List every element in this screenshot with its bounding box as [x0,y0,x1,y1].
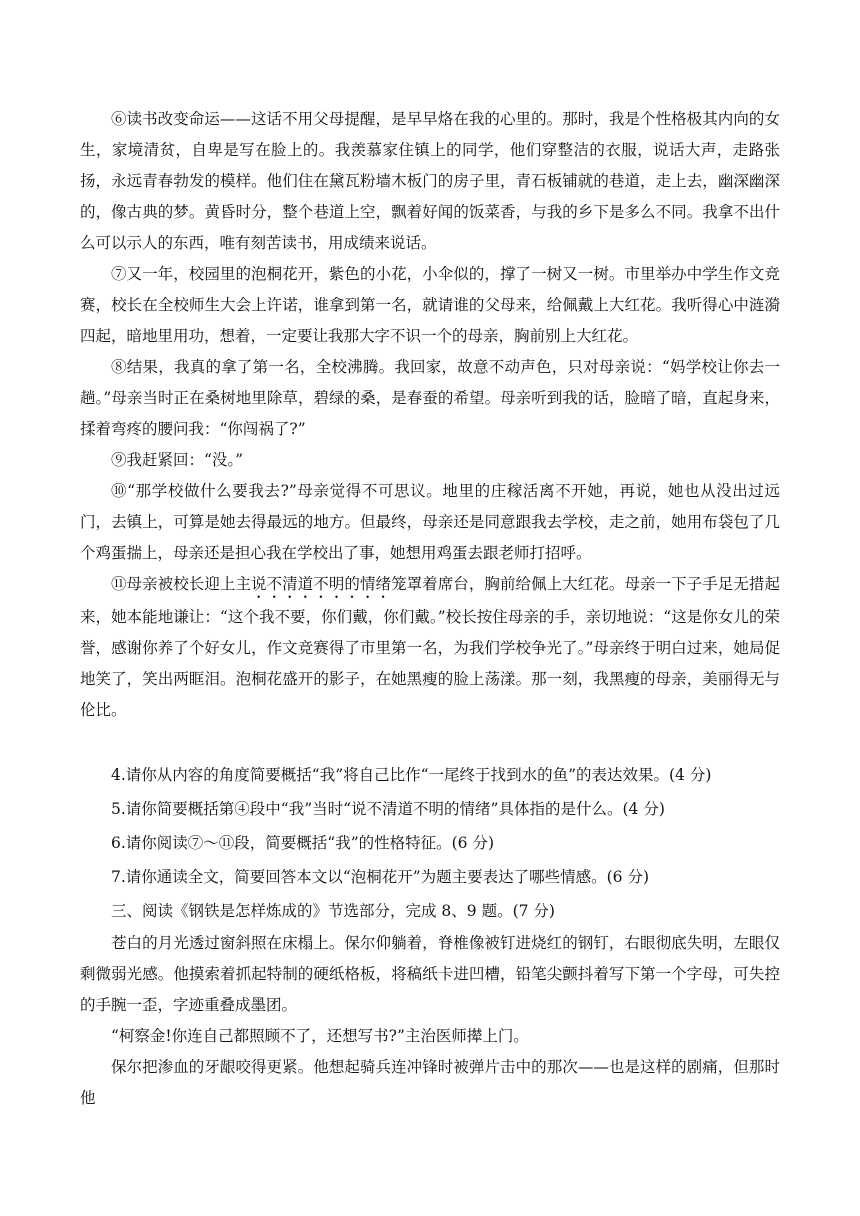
emphasized-phrase: 说不清道不明的情绪 [251,575,392,593]
paragraph-8: ⑧结果，我真的拿了第一名，全校沸腾。我回家，故意不动声色，只对母亲说：“妈学校让你去一趟。”母亲当时正在桑树地里除草，碧绿的桑，是春蚕的希望。母亲听到我的话，脸暗了暗，直起身来，揉着弯疼的腰问我：“你闯祸了?” [80,358,780,438]
paragraph-11-rest: 笼罩着席台，胸前给佩上大红花。母亲一下子手足无措起来，她本能地谦让：“这个我不要，你们戴，你们戴。”校长按住母亲的手，亲切地说：“这是你女儿的荣誉，感谢你养了个好女儿，作文竞赛得了市里第一名，为我们学校争光了。”母亲终于明白过来，她局促地笑了，笑出两眶泪。泡桐花盛开的影子，在她黑瘦的脸上荡漾。那一刻，我黑瘦的母亲，美丽得无与伦比。 [80,575,780,719]
section-gap [80,726,780,758]
paragraph-9: ⑨我赶紧回：“没。” [111,451,244,469]
paragraph-6: ⑥读书改变命运——这话不用父母提醒，是早早烙在我的心里的。那时，我是个性格极其内向的女生，家境清贫，自卑是写在脸上的。我羡慕家住镇上的同学，他们穿整洁的衣服，说话大声，走路张扬，永远青春勃发的模样。他们住在黛瓦粉墙木板门的房子里，青石板铺就的巷道，走上去，幽深幽深的，像古典的梦。黄昏时分，整个巷道上空，飘着好闻的饭菜香，与我的乡下是多么不同。我拿不出什么可以示人的东西，唯有刻苦读书，用成绩来说话。 [80,110,780,252]
paragraph-11-start: ⑪母亲被校长迎上主 [111,575,252,593]
excerpt-paragraph-3: 保尔把渗血的牙龈咬得更紧。他想起骑兵连冲锋时被弹片击中的那次——也是这样的剧痛，但那时他 [80,1058,780,1107]
paragraph-7: ⑦又一年，校园里的泡桐花开，紫色的小花，小伞似的，撑了一树又一树。市里举办中学生作文竞赛，校长在全校师生大会上许诺，谁拿到第一名，就请谁的父母来，给佩戴上大红花。我听得心中涟漪四起，暗地里用功，想着，一定要让我那大字不识一个的母亲，胸前别上大红花。 [80,265,780,345]
question-5: 5.请你简要概括第④段中“我”当时“说不清道不明的情绪”具体指的是什么。(4 分) [111,800,665,818]
section-3-heading: 三、阅读《钢铁是怎样炼成的》节选部分，完成 8、9 题。(7 分) [111,902,555,920]
question-7: 7.请你通读全文，简要回答本文以“泡桐花开”为题主要表达了哪些情感。(6 分) [111,868,650,886]
question-6: 6.请你阅读⑦～⑪段，简要概括“我”的性格特征。(6 分) [111,834,495,852]
document-content [80,104,780,1114]
paragraph-10: ⑩“那学校做什么要我去?”母亲觉得不可思议。地里的庄稼活离不开她，再说，她也从没出过远门，去镇上，可算是她去得最远的地方。但最终，母亲还是同意跟我去学校，走之前，她用布袋包了几个鸡蛋揣上，母亲还是担心我在学校出了事，她想用鸡蛋去跟老师打招呼。 [80,482,780,562]
paragraph-11 [80,569,780,726]
excerpt-paragraph-1: 苍白的月光透过窗斜照在床榻上。保尔仰躺着，脊椎像被钉进烧红的钢钉，右眼彻底失明，左眼仅剩微弱光感。他摸索着抓起特制的硬纸格板，将稿纸卡进凹槽，铅笔尖颤抖着写下第一个字母，可失控的手腕一歪，字迹重叠成墨团。 [80,934,780,1014]
question-4: 4.请你从内容的角度简要概括“我”将自己比作“一尾终于找到水的鱼”的表达效果。(4 分) [111,766,712,784]
excerpt-paragraph-2: “柯察金!你连自己都照顾不了，还想写书?”主治医师撵上门。 [111,1027,529,1045]
